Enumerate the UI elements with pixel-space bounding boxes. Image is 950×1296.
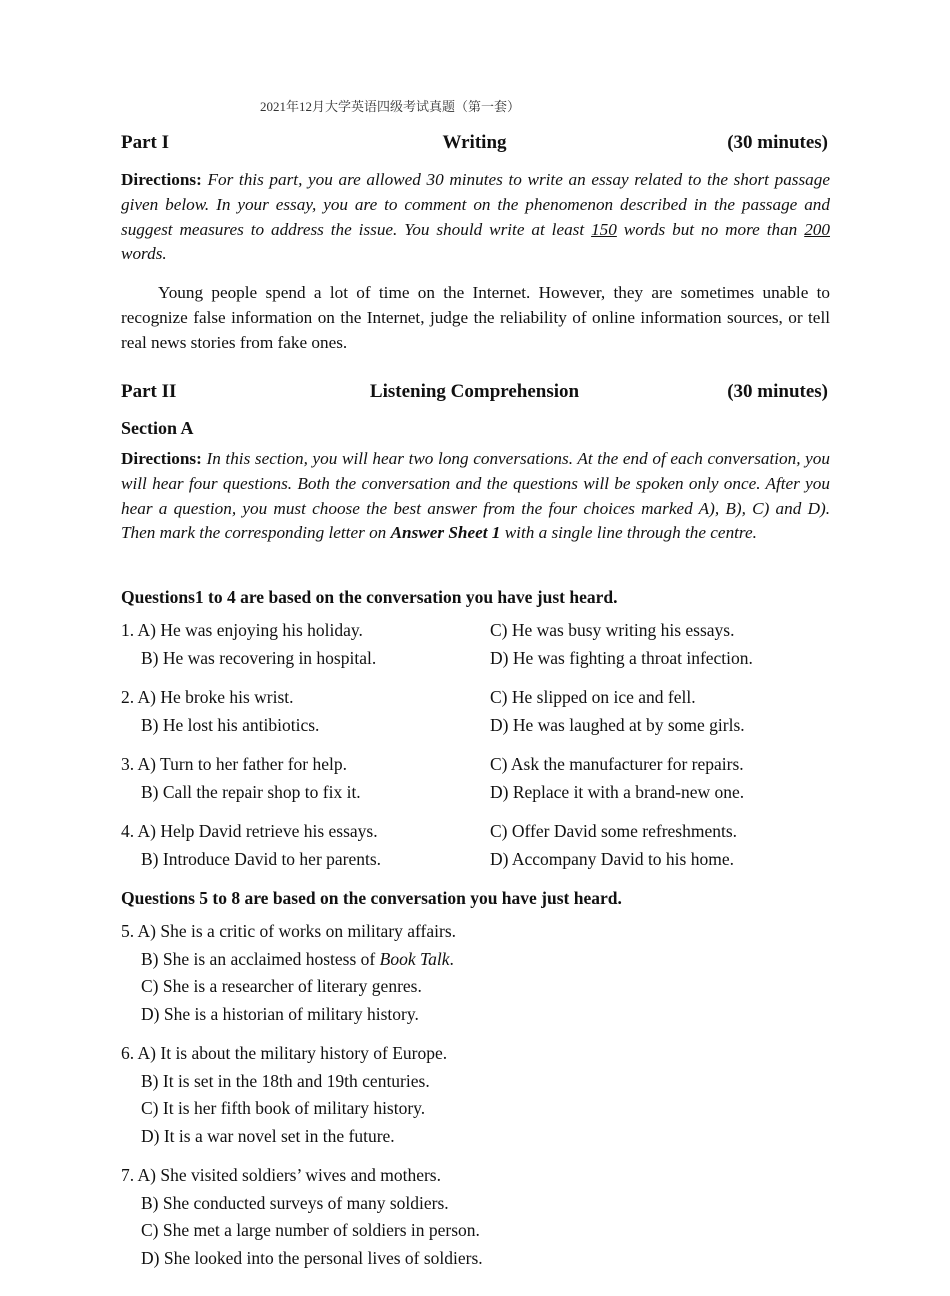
part1-directions-text-2: words but no more than [616, 219, 805, 239]
part2-directions [121, 447, 830, 546]
section-a-title: Section A [121, 418, 194, 438]
part1-directions-lead: Directions: [121, 170, 202, 189]
q6-option-b: B) It is set in the 18th and 19th centuries. [141, 1071, 430, 1091]
q2-option-d: D) He was laughed at by some girls. [490, 715, 745, 735]
answer-sheet-label: Answer Sheet 1 [390, 523, 501, 543]
q3-option-d: D) Replace it with a brand-new one. [490, 782, 745, 802]
q4-option-b: B) Introduce David to her parents. [141, 849, 382, 869]
part2-time: (30 minutes) [727, 381, 828, 402]
q3-option-c: C) Ask the manufacturer for repairs. [490, 754, 744, 774]
part2-directions-text-1: In this section, you will hear two long conversations. At the end of each conversation, you will hear four questions. Both the conversation and the questions will be spoken only once. After you hear a question, you must choose the best answer from the four choices marked A), B), C) and D). Then mark the corresponding letter on [121, 449, 830, 543]
part1-directions-text-1: For this part, you are allowed 30 minutes to write an essay related to the short passage given below. In your essay, you are to comment on the phenomenon described in the passage and suggest measures to address the issue. You should write at least [121, 170, 830, 239]
q6-option-a: 6. A) It is about the military history of Europe. [121, 1043, 448, 1063]
q7-option-a: 7. A) She visited soldiers’ wives and mothers. [121, 1165, 441, 1185]
part1-directions [121, 168, 830, 267]
q5-option-c: C) She is a researcher of literary genres. [141, 976, 422, 996]
q4-option-c: C) Offer David some refreshments. [490, 821, 738, 841]
part2-directions-text-2: with a single line through the centre. [500, 523, 757, 543]
q5-option-b-end: . [449, 949, 454, 969]
q1-option-a: 1. A) He was enjoying his holiday. [121, 620, 363, 640]
q2-option-b: B) He lost his antibiotics. [141, 715, 320, 735]
q5-option-b-text: B) She is an acclaimed hostess of [141, 949, 380, 969]
q1-option-b: B) He was recovering in hospital. [141, 648, 377, 668]
q7-option-c: C) She met a large number of soldiers in person. [141, 1220, 480, 1240]
part1-heading [121, 132, 828, 158]
q3-option-b: B) Call the repair shop to fix it. [141, 782, 361, 802]
q5-option-a: 5. A) She is a critic of works on military affairs. [121, 921, 457, 941]
questions-1-4-title: Questions1 to 4 are based on the conversation you have just heard. [121, 587, 618, 607]
part1-label: Part I [121, 132, 170, 153]
part1-min-words: 150 [591, 219, 617, 239]
part2-title: Listening Comprehension [369, 381, 580, 402]
part2-label: Part II [121, 381, 177, 402]
part1-passage [121, 281, 830, 355]
q5-option-d: D) She is a historian of military history. [141, 1004, 419, 1024]
q7-option-d: D) She looked into the personal lives of soldiers. [141, 1248, 483, 1268]
part2-heading [121, 381, 828, 407]
part1-max-words: 200 [804, 219, 830, 239]
q4-option-d: D) Accompany David to his home. [490, 849, 734, 869]
part1-title: Writing [442, 132, 507, 153]
q2-option-c: C) He slipped on ice and fell. [490, 687, 696, 707]
part1-time: (30 minutes) [727, 132, 828, 153]
q5-option-b [141, 948, 454, 970]
q1-option-d: D) He was fighting a throat infection. [490, 648, 753, 668]
questions-5-8-title: Questions 5 to 8 are based on the conversation you have just heard. [121, 888, 622, 908]
q6-option-d: D) It is a war novel set in the future. [141, 1126, 395, 1146]
q6-option-c: C) It is her fifth book of military history. [141, 1098, 426, 1118]
book-talk-title: Book Talk [379, 949, 450, 969]
page-header: 2021年12月大学英语四级考试真题（第一套） [260, 99, 521, 114]
part1-passage-text: Young people spend a lot of time on the Internet. However, they are sometimes unable to recognize false information on the Internet, judge the reliability of online information sources, or tell real news stories from fake ones. [121, 283, 830, 352]
q3-option-a: 3. A) Turn to her father for help. [121, 754, 348, 774]
q4-option-a: 4. A) Help David retrieve his essays. [121, 821, 378, 841]
part1-directions-text-3: words. [121, 244, 167, 264]
q2-option-a: 2. A) He broke his wrist. [121, 687, 294, 707]
part2-directions-lead: Directions: [121, 449, 202, 468]
q7-option-b: B) She conducted surveys of many soldiers. [141, 1193, 449, 1213]
q1-option-c: C) He was busy writing his essays. [490, 620, 735, 640]
